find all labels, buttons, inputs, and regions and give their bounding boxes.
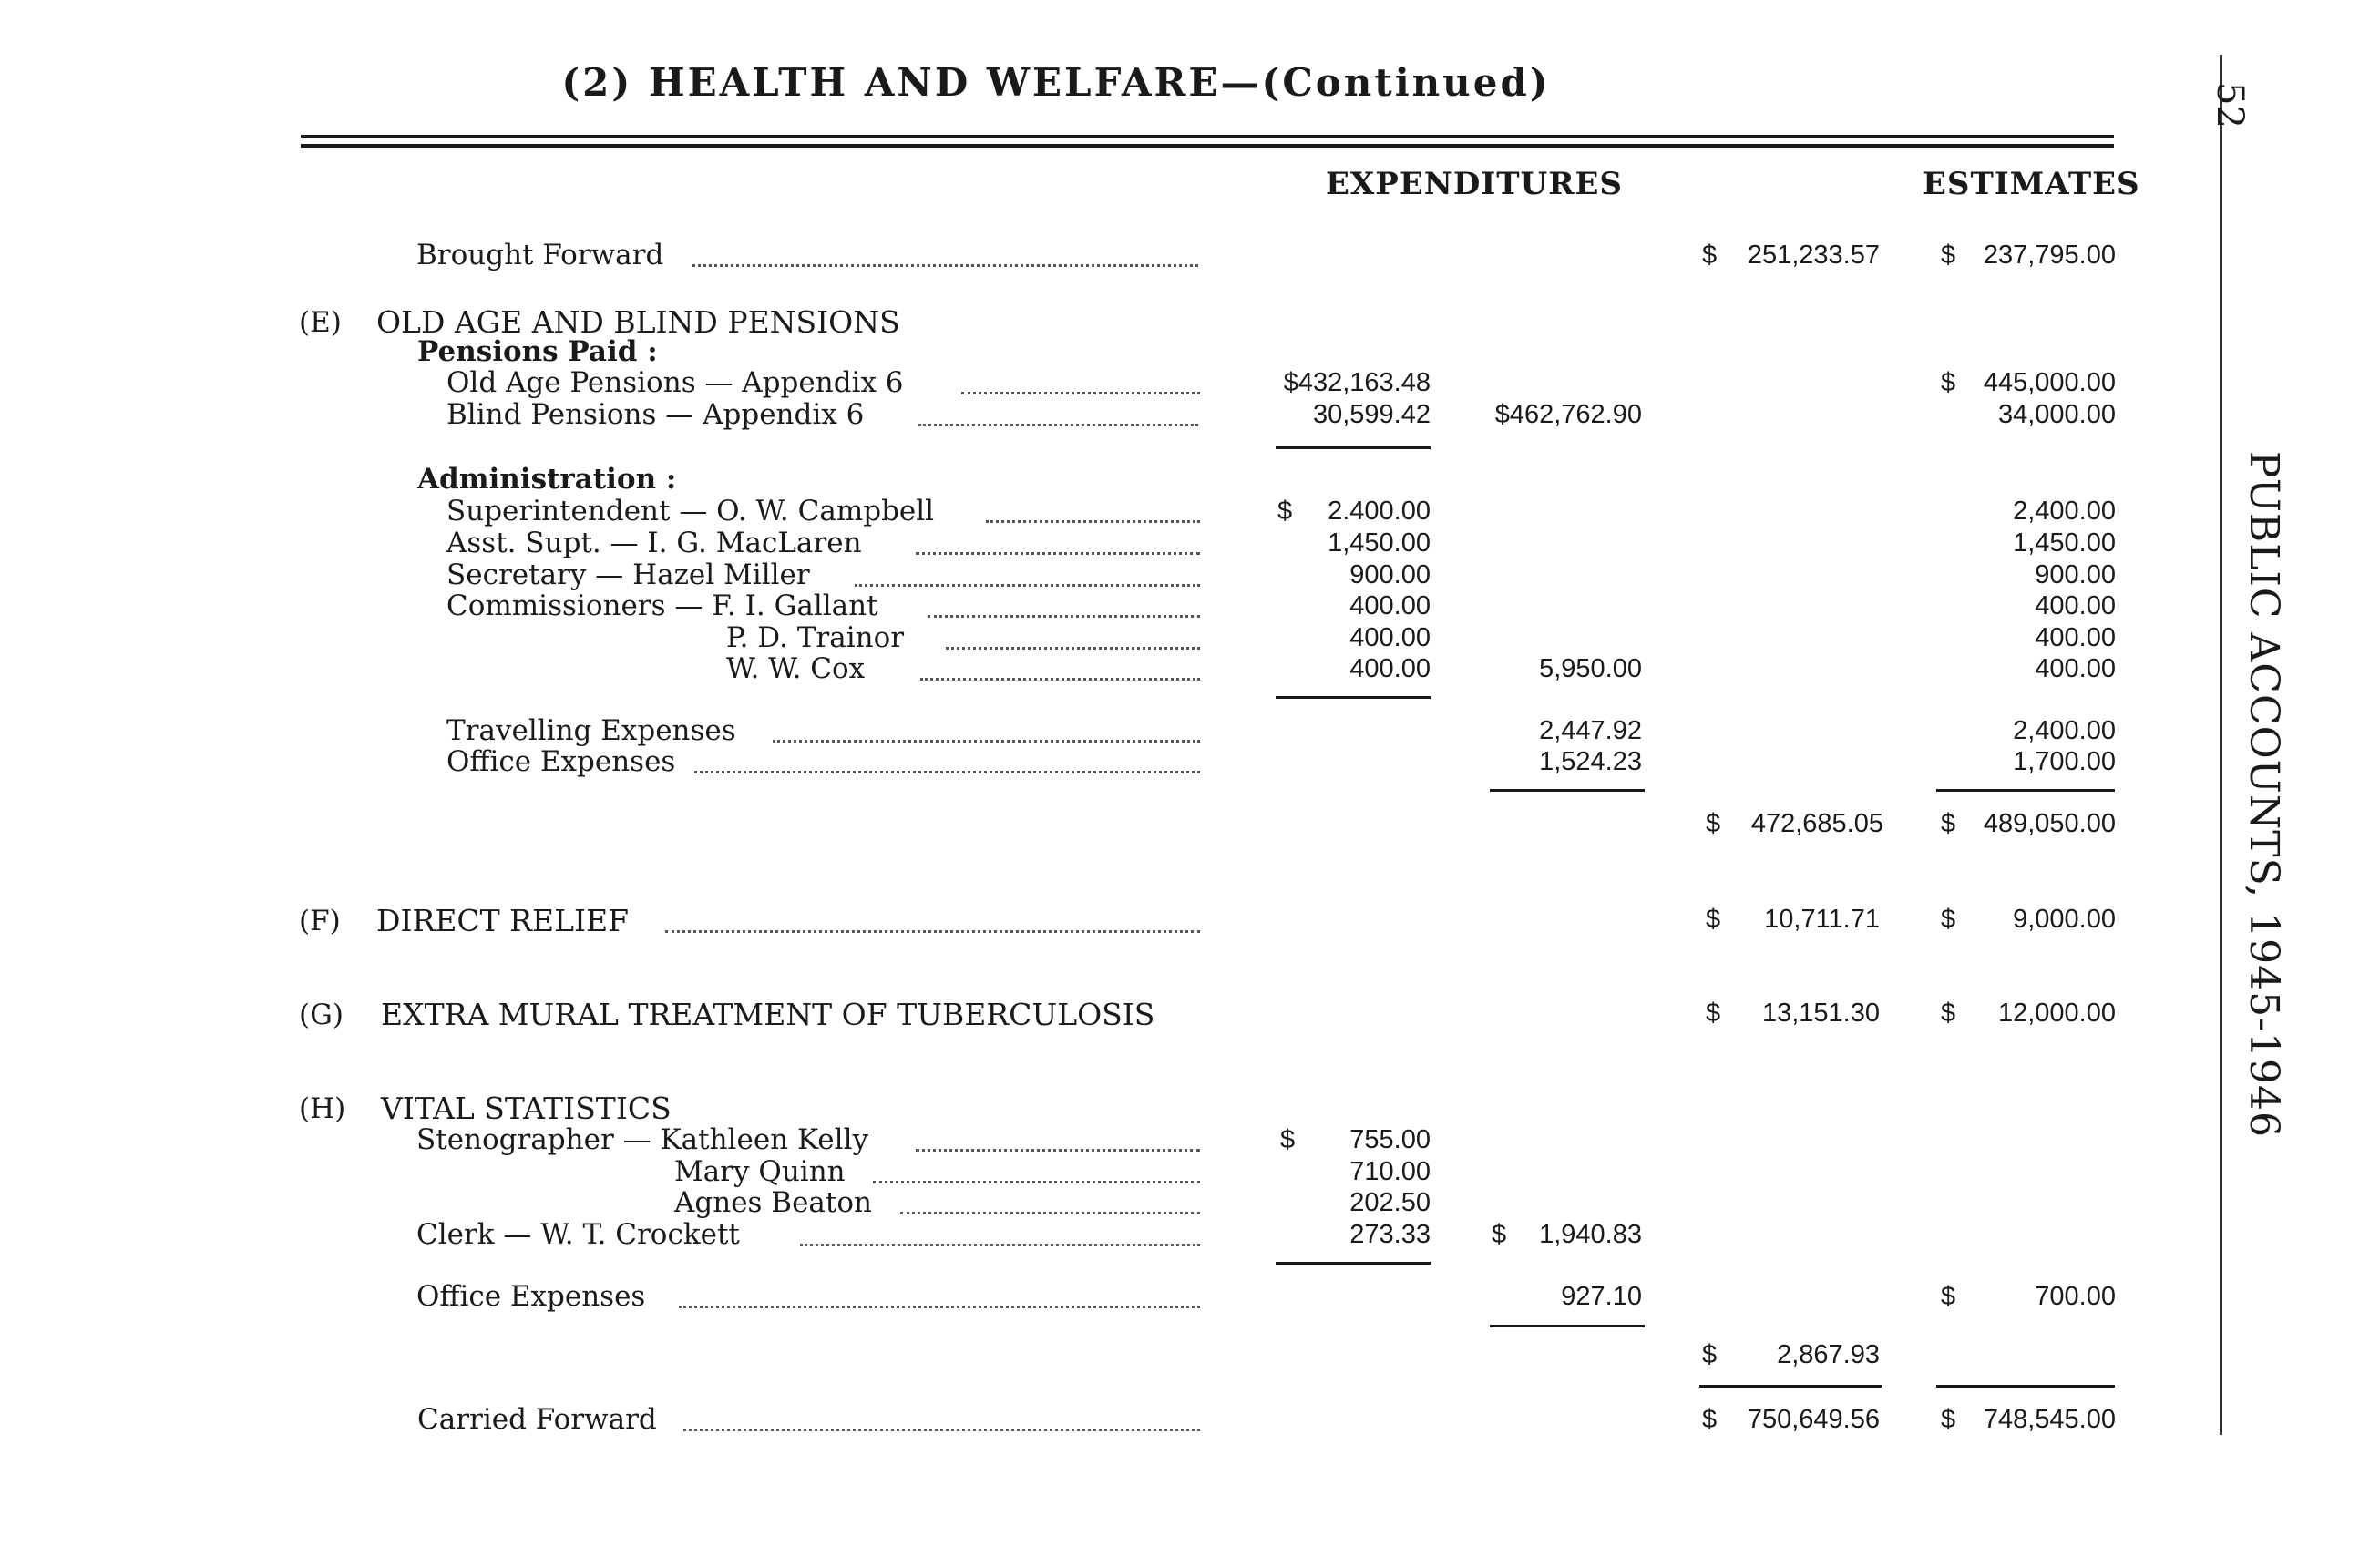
stenographer-beaton-label: Agnes Beaton [674, 1186, 872, 1219]
currency-sign: $ [1702, 1405, 1718, 1434]
commissioner-cox-amount: 400.00 [1349, 654, 1431, 683]
blind-pensions-estimate: 34,000.00 [1997, 400, 2116, 429]
section-h-total: 2,867.93 [1777, 1340, 1880, 1369]
total-underline [1936, 1385, 2115, 1388]
blind-pensions-amount: 30,599.42 [1312, 400, 1431, 429]
superintendent-estimate: 2,400.00 [2013, 497, 2116, 526]
office-expenses-e-estimate: 1,700.00 [2013, 747, 2116, 776]
administration-heading: Administration : [417, 463, 677, 496]
currency-sign: $ [1706, 809, 1721, 838]
pensions-paid-heading: Pensions Paid : [417, 335, 658, 368]
currency-sign: $ [1941, 1282, 1956, 1311]
subtotal-underline [1276, 446, 1431, 449]
commissioner-gallant-amount: 400.00 [1349, 591, 1431, 620]
section-letter-h: (H) [299, 1092, 346, 1125]
commissioner-trainor-estimate: 400.00 [2035, 623, 2116, 652]
subtotal-underline [1490, 1325, 1645, 1327]
subtotal-underline [1936, 789, 2115, 792]
leader-dots [918, 424, 1198, 426]
section-e-title: OLD AGE AND BLIND PENSIONS [376, 304, 900, 340]
currency-sign: $ [1941, 241, 1956, 270]
section-e-total: 472,685.05 [1750, 809, 1883, 838]
leader-dots [694, 771, 1200, 774]
travelling-expenses-estimate: 2,400.00 [2013, 716, 2116, 745]
subtotal-underline [1276, 1262, 1431, 1265]
margin-rule [2220, 55, 2222, 1435]
section-f-estimate: 9,000.00 [2013, 905, 2116, 934]
currency-sign: $ [1941, 999, 1956, 1028]
stenographer-quinn-label: Mary Quinn [674, 1155, 846, 1188]
section-g-total: 13,151.30 [1761, 999, 1880, 1028]
currency-sign: $ [1941, 368, 1956, 397]
column-header-estimates: ESTIMATES [1923, 166, 2140, 202]
office-expenses-e-label: Office Expenses [446, 745, 676, 778]
currency-sign: $ [1941, 1405, 1956, 1434]
secretary-amount: 900.00 [1349, 560, 1431, 589]
blind-pensions-label: Blind Pensions — Appendix 6 [446, 398, 865, 431]
currency-sign: $ [1280, 1125, 1296, 1154]
currency-sign: $ [1941, 809, 1956, 838]
clerk-crockett-label: Clerk — W. T. Crockett [416, 1218, 740, 1251]
section-letter-g: (G) [299, 999, 344, 1031]
office-expenses-h-estimate: 700.00 [2035, 1282, 2116, 1311]
asst-supt-label: Asst. Supt. — I. G. MacLaren [446, 527, 862, 559]
commissioner-cox-label: W. W. Cox [726, 652, 866, 685]
section-h-title: VITAL STATISTICS [381, 1091, 672, 1126]
leader-dots [679, 1306, 1200, 1308]
vital-statistics-salary-subtotal: 1,940.83 [1539, 1220, 1642, 1249]
leader-dots [855, 584, 1200, 587]
stenographer-kelly-amount: 755.00 [1349, 1125, 1431, 1154]
office-expenses-h-amount: 927.10 [1561, 1282, 1642, 1311]
currency-sign: $ [1706, 905, 1721, 934]
asst-supt-estimate: 1,450.00 [2013, 528, 2116, 558]
clerk-crockett-amount: 273.33 [1349, 1220, 1431, 1249]
superintendent-amount: 2.400.00 [1328, 497, 1431, 526]
leader-dots [665, 930, 1200, 933]
carried-forward-estimate: 748,545.00 [1983, 1405, 2116, 1434]
brought-forward-total: 251,233.57 [1747, 241, 1880, 270]
carried-forward-total: 750,649.56 [1747, 1405, 1880, 1434]
section-letter-e: (E) [299, 306, 342, 339]
old-age-pensions-estimate: 445,000.00 [1983, 368, 2116, 397]
currency-sign: $ [1941, 905, 1956, 934]
running-title: PUBLIC ACCOUNTS, 1945-1946 [2241, 451, 2287, 1138]
old-age-pensions-label: Old Age Pensions — Appendix 6 [446, 366, 904, 399]
header-rule-bottom [301, 144, 2114, 148]
section-f-title: DIRECT RELIEF [376, 903, 630, 938]
carried-forward-label: Carried Forward [417, 1403, 657, 1436]
leader-dots [800, 1244, 1200, 1246]
section-f-total: 10,711.71 [1764, 905, 1880, 934]
page-number: 52 [2209, 82, 2251, 128]
leader-dots [928, 615, 1200, 618]
header-rule-top [301, 135, 2114, 138]
section-g-estimate: 12,000.00 [1997, 999, 2116, 1028]
leader-dots [946, 647, 1200, 650]
commissioner-gallant-label: Commissioners — F. I. Gallant [446, 589, 878, 622]
travelling-expenses-label: Travelling Expenses [446, 714, 736, 747]
leader-dots [986, 520, 1200, 523]
leader-dots [961, 392, 1200, 394]
leader-dots [692, 264, 1198, 267]
office-expenses-h-label: Office Expenses [416, 1280, 646, 1313]
stenographer-quinn-amount: 710.00 [1349, 1157, 1431, 1186]
section-g-title: EXTRA MURAL TREATMENT OF TUBERCULOSIS [381, 997, 1155, 1032]
superintendent-label: Superintendent — O. W. Campbell [446, 495, 935, 528]
currency-sign: $ [1492, 1220, 1507, 1249]
brought-forward-estimate: 237,795.00 [1983, 241, 2116, 270]
subtotal-underline [1276, 696, 1431, 699]
leader-dots [920, 678, 1200, 681]
subtotal-underline [1490, 789, 1645, 792]
commissioner-gallant-estimate: 400.00 [2035, 591, 2116, 620]
leader-dots [683, 1429, 1200, 1431]
commissioner-trainor-amount: 400.00 [1349, 623, 1431, 652]
leader-dots [900, 1212, 1200, 1214]
total-underline [1699, 1385, 1882, 1388]
currency-sign: $ [1277, 497, 1293, 526]
currency-sign: $ [1706, 999, 1721, 1028]
travelling-expenses-amount: 2,447.92 [1539, 716, 1642, 745]
brought-forward-label: Brought Forward [416, 239, 664, 271]
commissioner-trainor-label: P. D. Trainor [726, 621, 905, 654]
column-header-expenditures: EXPENDITURES [1326, 166, 1623, 202]
leader-dots [916, 552, 1200, 555]
old-age-pensions-amount: $432,163.48 [1283, 368, 1431, 397]
secretary-estimate: 900.00 [2035, 560, 2116, 589]
section-letter-f: (F) [299, 905, 341, 937]
asst-supt-amount: 1,450.00 [1328, 528, 1431, 558]
currency-sign: $ [1702, 1340, 1718, 1369]
currency-sign: $ [1702, 241, 1718, 270]
stenographer-beaton-amount: 202.50 [1349, 1188, 1431, 1217]
section-e-total-estimate: 489,050.00 [1983, 809, 2116, 838]
commissioner-cox-estimate: 400.00 [2035, 654, 2116, 683]
pensions-subtotal: $462,762.90 [1494, 400, 1642, 429]
stenographer-kelly-label: Stenographer — Kathleen Kelly [416, 1123, 868, 1156]
secretary-label: Secretary — Hazel Miller [446, 558, 810, 591]
leader-dots [916, 1149, 1200, 1152]
leader-dots [773, 740, 1200, 743]
leader-dots [873, 1181, 1200, 1183]
office-expenses-e-amount: 1,524.23 [1539, 747, 1642, 776]
page-title: (2) HEALTH AND WELFARE—(Continued) [561, 60, 1551, 105]
administration-subtotal: 5,950.00 [1539, 654, 1642, 683]
